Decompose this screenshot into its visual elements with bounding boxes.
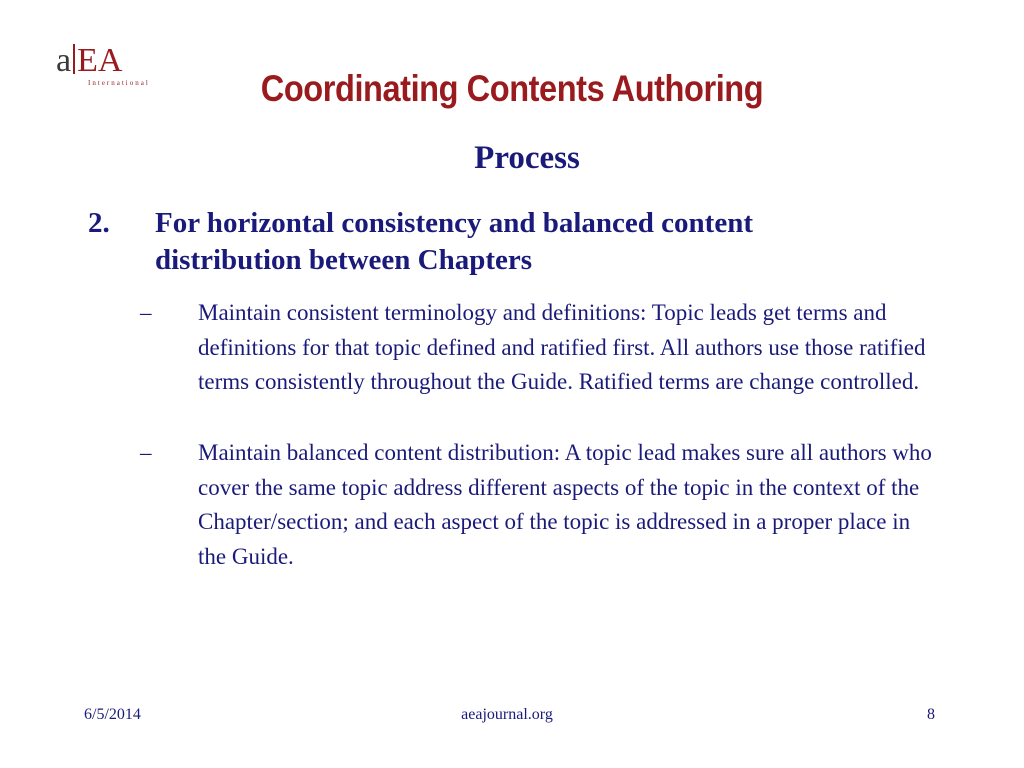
slide-title: Coordinating Contents Authoring [260,68,764,109]
sub-item-text: Maintain balanced content distribution: A topic lead makes sure all authors who cover the same topic address different aspects of the topic in the context of the Chapter/section; and each aspect of the topic is addressed in a proper place in the Guide. [198,440,932,569]
sub-item-text: Maintain consistent terminology and definitions: Topic leads get terms and definitions for that topic defined and ratified first. All authors use those ratified terms consistently throughout the Guide. Ratified terms are change controlled. [198,300,926,394]
footer-site: aeajournal.org [461,706,553,723]
list-item-text: For horizontal consistency and balanced content distribution between Chapters [155,207,753,276]
footer-date: 6/5/2014 [84,706,141,723]
logo-mark: EA [77,42,123,79]
list-dash: – [140,440,152,465]
footer-page-number: 8 [927,706,935,723]
list-number: 2. [88,207,110,239]
logo-subtext: International [88,79,150,87]
slide-subtitle: Process [474,140,580,176]
logo-letter: a [56,42,72,79]
list-dash: – [140,300,152,325]
